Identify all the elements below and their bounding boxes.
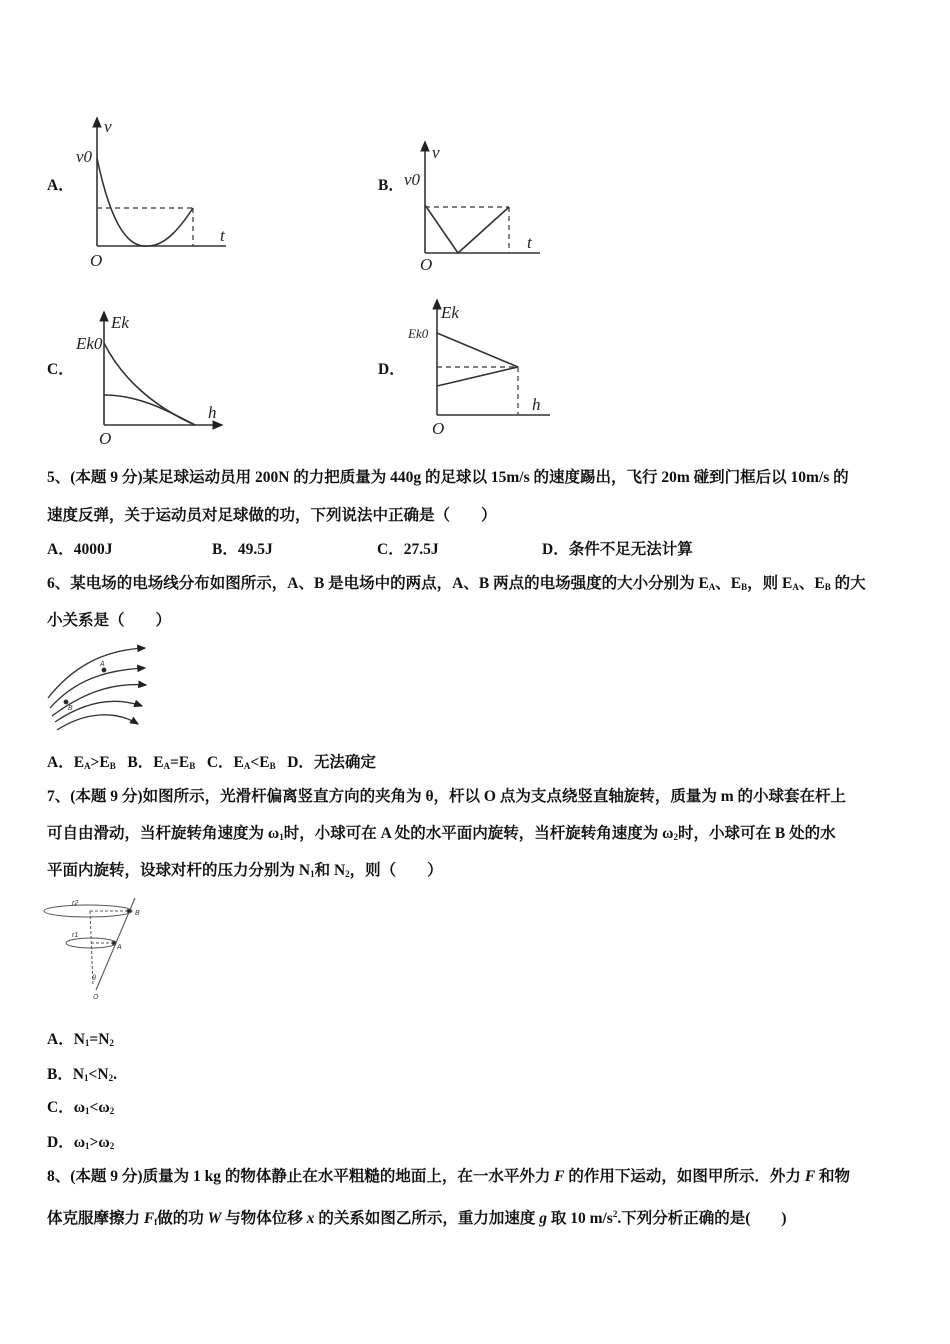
axis-label-ek0: Ek0 <box>76 334 103 353</box>
velocity-curve <box>97 158 193 246</box>
angle-theta-label: θ <box>92 975 96 982</box>
q7-stem-line1: 7、(本题 9 分)如图所示，光滑杆偏离竖直方向的夹角为 θ，杆以 O 点为支点绕竖直轴旋转，质量为 m 的小球套在杆上 <box>47 788 847 805</box>
point-o-label: O <box>93 994 99 1001</box>
axis-label-h: h <box>532 395 541 414</box>
axis-label-v0: v0 <box>76 147 93 166</box>
field-lines-figure <box>48 648 146 730</box>
axis-label-v: v <box>104 117 112 136</box>
axis-label-ek: Ek <box>441 303 459 322</box>
q8-stem-line1: 8、(本题 9 分)质量为 1 kg 的物体静止在水平粗糙的地面上，在一水平外力 F 的作用下运动，如图甲所示．外力 F 和物 <box>47 1168 851 1185</box>
q6-options <box>47 753 376 776</box>
q6-option-a: A．$E_A>E_B$ <box>47 754 116 771</box>
q6-option-c: C．$E_A<E_B$ <box>206 754 276 771</box>
q7-option-b: B．$N_1<N_2$. <box>47 1066 117 1083</box>
axis-label-t: t <box>220 226 225 245</box>
radius-r2-label: r2 <box>72 900 79 907</box>
q8-stem-line2: 体克服摩擦力 $F_f$做的功 W 与物体位移 x 的关系如图乙所示，重力加速度 g 取 10 $m/s^2$.下列分析正确的是( ) <box>47 1209 787 1227</box>
axis-label-ek0: Ek0 <box>408 326 429 341</box>
q7-stem-line3: 平面内旋转，设球对杆的压力分别为 $N_1$和 $N_2$，则（ ） <box>47 862 443 879</box>
option-d-label: D． <box>378 361 405 378</box>
q5-option-b: B．49.5J <box>212 541 273 558</box>
point-a-label: A <box>117 944 122 951</box>
point-b-label: B <box>68 705 73 712</box>
q5-option-c: C．27.5J <box>377 541 439 558</box>
origin-label: O <box>420 255 433 274</box>
q7-stem-line2: 可自由滑动，当杆旋转角速度为 $\omega_1$时，小球可在 A 处的水平面内旋转，当杆旋转角速度为 $\omega_2$时，小球可在 B 处的水 <box>47 825 836 842</box>
axis-label-v: v <box>432 143 440 162</box>
velocity-line <box>425 205 509 253</box>
origin-label: O <box>432 419 445 438</box>
ek-curve-1 <box>104 343 195 425</box>
q7-option-c: C．$\omega_1<\omega_2$ <box>47 1099 115 1116</box>
graph-c <box>75 312 222 448</box>
point-b-label: B <box>135 910 140 917</box>
q5-option-a: A．4000J <box>47 541 113 558</box>
graph-d <box>407 300 550 438</box>
origin-label: O <box>99 429 112 448</box>
graph-a <box>76 117 226 270</box>
q6-stem-line1: 6、某电场的电场线分布如图所示，A、B 是电场中的两点，A、B 两点的电场强度的大小分别为 $E_A$、$E_B$，则 $E_A$、$E_B$ 的大 <box>47 575 866 592</box>
q6-stem-line2: 小关系是（ ） <box>47 612 172 629</box>
axis-label-t: t <box>527 233 532 252</box>
option-a-label: A． <box>47 177 74 194</box>
ek-curve-2 <box>104 395 195 425</box>
option-c-label: C． <box>47 361 74 378</box>
q7-option-a: A．$N_1=N_2$ <box>47 1031 114 1048</box>
rotating-rod-figure <box>44 898 140 1001</box>
point-a-label: A <box>100 661 105 668</box>
origin-label: O <box>90 251 103 270</box>
graph-b <box>404 142 540 274</box>
q7-option-d: D．$\omega_1>\omega_2$ <box>47 1134 115 1151</box>
axis-label-ek: Ek <box>111 313 129 332</box>
axis-label-h: h <box>208 403 217 422</box>
option-b-label: B． <box>378 177 404 194</box>
q5-stem-line1: 5、(本题 9 分)某足球运动员用 200N 的力把质量为 440g 的足球以 15m/s 的速度踢出，飞行 20m 碰到门框后以 10m/s 的 <box>47 469 849 486</box>
q6-option-d: D．无法确定 <box>287 754 376 771</box>
q5-stem-line2: 速度反弹，关于运动员对足球做的功，下列说法中正确是（ ） <box>47 507 497 524</box>
q6-option-b: B．$E_A=E_B$ <box>127 754 196 771</box>
axis-label-v0: v0 <box>404 170 421 189</box>
q5-option-d: D．条件不足无法计算 <box>542 541 693 558</box>
radius-r1-label: r1 <box>72 932 79 939</box>
